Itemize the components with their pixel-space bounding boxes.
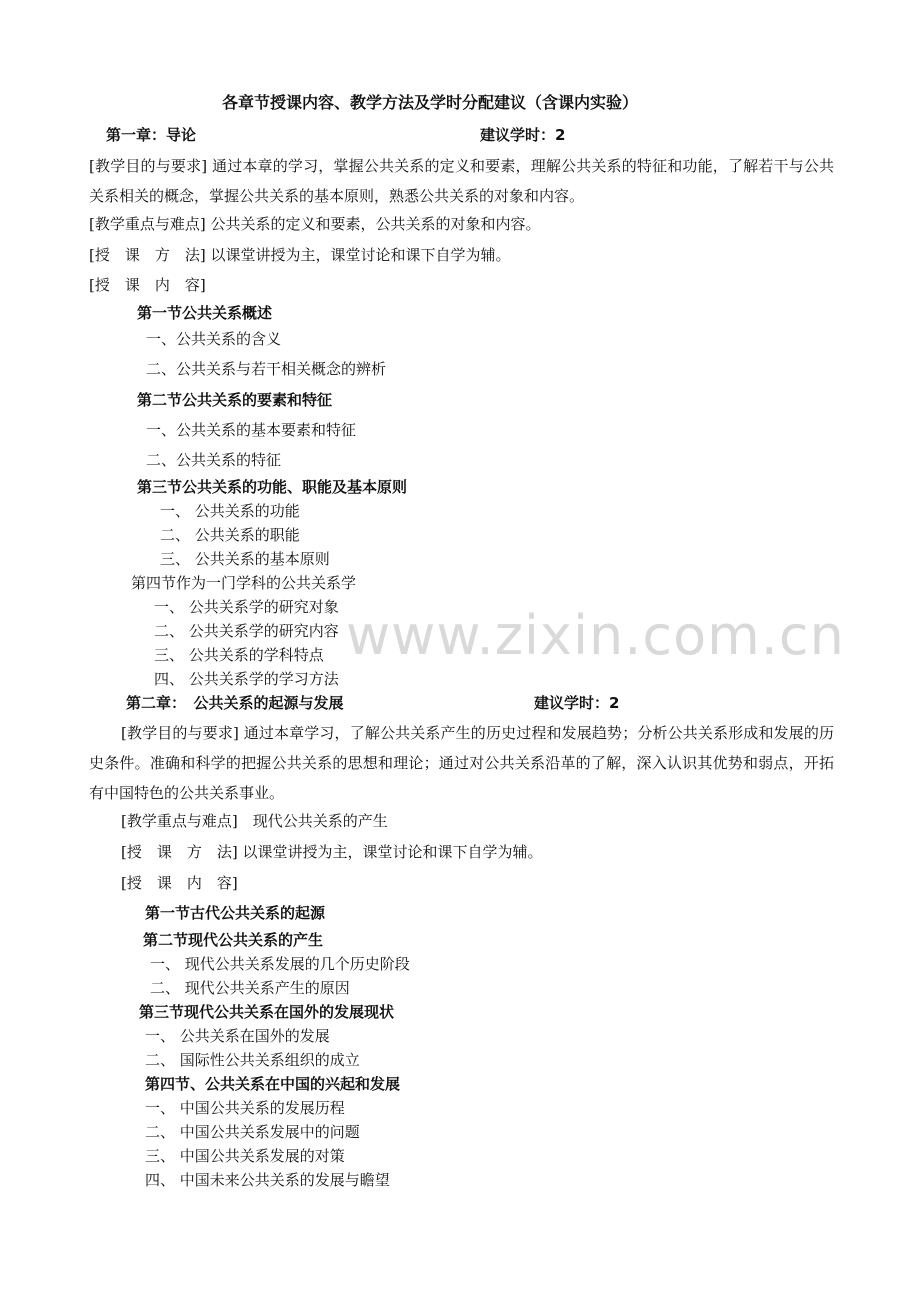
list-item: 三、 公共关系的学科特点 [154,646,324,664]
chapter-1-hours: 建议学时：2 [480,126,566,144]
list-item: 二、公共关系的特征 [146,451,282,469]
list-item: 四、 公共关系学的学习方法 [154,670,339,688]
chapter-1-content-label: [授 课 内 容] [89,276,206,294]
list-item: 二、 公共关系学的研究内容 [154,622,339,640]
list-item: 一、公共关系的基本要素和特征 [146,421,357,439]
chapter-1-section-3: 第三节公共关系的功能、职能及基本原则 [137,478,408,496]
document-title: 各章节授课内容、教学方法及学时分配建议（含课内实验） [222,93,639,112]
chapter-2-objective: [教学目的与要求] 通过本章学习，了解公共关系产生的历史过程和发展趋势；分析公共关系形成和发展的历史条件。准确和科学的把握公共关系的思想和理论；通过对公共关系沿革的了解，深入认识其优势和弱点，开拓有中国特色的公共关系事业。 [89,724,834,802]
list-item: 一、公共关系的含义 [146,330,282,348]
watermark: www.zixin.com.cn [346,604,845,667]
chapter-1-section-2: 第二节公共关系的要素和特征 [137,391,333,409]
chapter-1-keypoints: [教学重点与难点] 公共关系的定义和要素，公共关系的对象和内容。 [89,215,541,233]
list-item: 四、 中国未来公共关系的发展与瞻望 [145,1171,390,1189]
list-item: 二、公共关系与若干相关概念的辨析 [146,360,387,378]
chapter-1-section-4: 第四节作为一门学科的公共关系学 [131,574,357,592]
chapter-2-keypoints: [教学重点与难点] 现代公共关系的产生 [121,812,388,830]
chapter-2-section-2: 第二节现代公共关系的产生 [143,931,324,949]
list-item: 二、 国际性公共关系组织的成立 [145,1051,360,1069]
chapter-1-section-1: 第一节公共关系概述 [137,304,273,322]
list-item: 一、 公共关系在国外的发展 [145,1027,330,1045]
list-item: 二、 现代公共关系产生的原因 [150,979,350,997]
chapter-1-heading: 第一章：导论 [106,126,197,144]
list-item: 二、 中国公共关系发展中的问题 [145,1123,360,1141]
list-item: 一、 中国公共关系的发展历程 [145,1099,345,1117]
list-item: 一、 公共关系的功能 [160,502,300,520]
chapter-2-section-3: 第三节现代公共关系在国外的发展现状 [139,1003,395,1021]
chapter-2-method: [授 课 方 法] 以课堂讲授为主，课堂讨论和课下自学为辅。 [121,843,543,861]
list-item: 二、 公共关系的职能 [160,526,300,544]
list-item: 一、 现代公共关系发展的几个历史阶段 [150,955,410,973]
list-item: 三、 公共关系的基本原则 [160,550,330,568]
chapter-2-heading: 第二章： 公共关系的起源与发展 [126,694,344,712]
chapter-2-hours: 建议学时：2 [534,694,620,712]
chapter-1-method: [授 课 方 法] 以课堂讲授为主，课堂讨论和课下自学为辅。 [89,246,511,264]
chapter-2-content-label: [授 课 内 容] [121,874,238,892]
chapter-2-section-1: 第一节古代公共关系的起源 [145,904,326,922]
chapter-2-section-4: 第四节、公共关系在中国的兴起和发展 [145,1075,401,1093]
list-item: 三、 中国公共关系发展的对策 [145,1147,345,1165]
chapter-1-objective: [教学目的与要求] 通过本章的学习，掌握公共关系的定义和要素，理解公共关系的特征和功能，了解若干与公共关系相关的概念，掌握公共关系的基本原则，熟悉公共关系的对象和内容。 [89,157,834,205]
list-item: 一、 公共关系学的研究对象 [154,598,339,616]
